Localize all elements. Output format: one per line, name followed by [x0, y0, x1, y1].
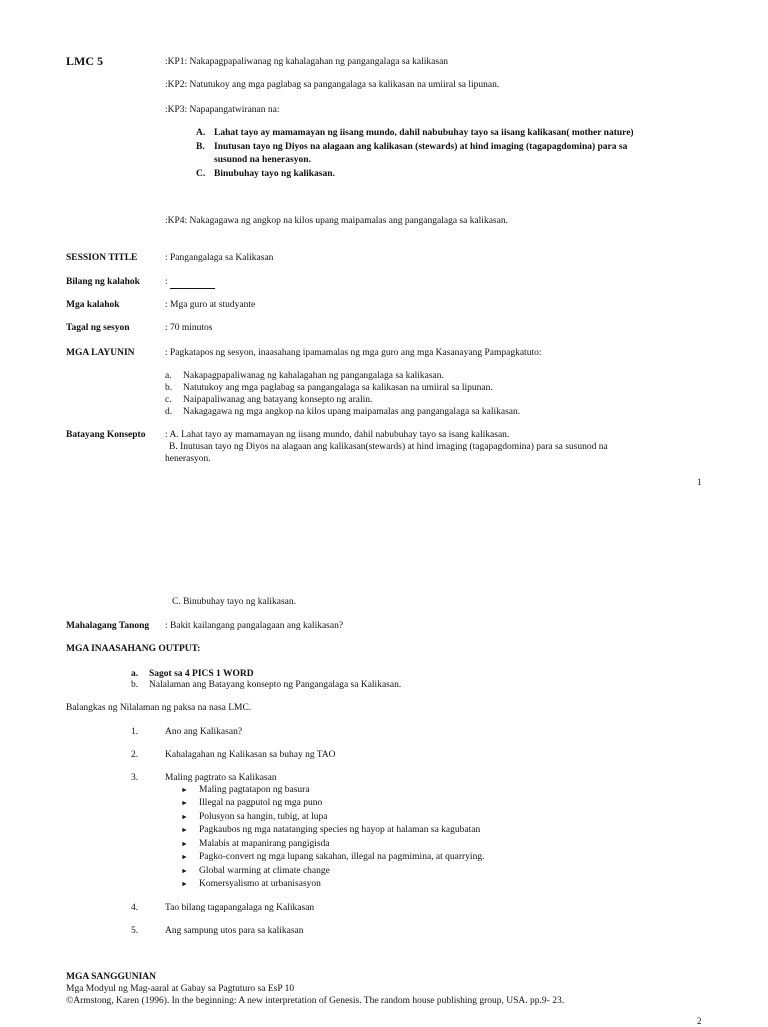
layunin-item-d: d. Nakagagawa ng mga angkop na kilos upang maipamalas ang pangangalaga sa kalikasan.: [165, 407, 521, 417]
outline-item-3: 3. Maling pagtrato sa Kalikasan: [131, 773, 277, 783]
layunin-item-a: a. Nakapagpapaliwanag ng kahalagahan ng pangangalaga sa kalikasan.: [165, 371, 444, 381]
sanggunian-line2: ©Armstong, Karen (1996). In the beginning: A new interpretation of Genesis. The random house publishing group, USA. pp.9- 23.: [66, 996, 565, 1006]
bilang-label: Bilang ng kalahok: [66, 277, 140, 287]
kalahok-label: Mga kalahok: [66, 300, 120, 310]
batayang-line2: B. Inutusan tayo ng Diyos na alagaan ang kalikasan(stewards) at hind imaging (tagapagdomina) para sa susunod na: [169, 442, 608, 452]
kp3-item-b: B. Inutusan tayo ng Diyos na alagaan ang kalikasan (stewards) at hind imaging (tagapagdomina) para sa: [196, 142, 628, 152]
kp3-item-a: A. Lahat tayo ay mamamayan ng iisang mundo, dahil nabubuhay tayo sa iisang kalikasan( mother nature): [196, 128, 634, 138]
bullet-item: ► Pagkaubos ng mga natatanging species ng hayop at halaman sa kagubatan: [181, 825, 481, 835]
bullet-item: ► Illegal na pagputol ng mga puno: [181, 798, 323, 808]
layunin-value: : Pagkatapos ng sesyon, inaasahang ipamamalas ng mga guro ang mga Kasanayang Pampagkatuto:: [165, 348, 542, 358]
arrow-bullet-icon: ►: [181, 799, 188, 807]
kp4: :KP4: Nakagagawa ng angkop na kilos upang maipamalas ang pangangalaga sa kalikasan.: [165, 216, 508, 226]
kalahok-value: : Mga guro at studyante: [165, 300, 256, 310]
arrow-bullet-icon: ►: [181, 867, 188, 875]
balangkas-heading: Balangkas ng Nilalaman ng paksa na nasa LMC.: [66, 703, 252, 713]
kp3: :KP3: Napapangatwiranan na:: [165, 105, 280, 115]
page-number-1: 1: [697, 477, 702, 487]
arrow-bullet-icon: ►: [181, 840, 188, 848]
session-title-label: SESSION TITLE: [66, 253, 138, 263]
tanong-label: Mahalagang Tanong: [66, 621, 150, 631]
batayang-line1: : A. Lahat tayo ay mamamayan ng iisang mundo, dahil nabubuhay tayo sa isang kalikasan.: [165, 430, 510, 440]
bullet-item: ► Polusyon sa hangin, tubig, at lupa: [181, 812, 328, 822]
outline-item-5: 5. Ang sampung utos para sa kalikasan: [131, 926, 304, 936]
kp2: :KP2: Natutukoy ang mga paglabag sa pangangalaga sa kalikasan na umiiral sa lipunan.: [165, 80, 500, 90]
tagal-label: Tagal ng sesyon: [66, 323, 130, 333]
arrow-bullet-icon: ►: [181, 826, 188, 834]
layunin-item-c: c. Naipapaliwanag ang batayang konsepto ng aralin.: [165, 395, 373, 405]
batayang-label: Batayang Konsepto: [66, 430, 146, 440]
arrow-bullet-icon: ►: [181, 813, 188, 821]
output-item-b: b. Nalalaman ang Batayang konsepto ng Pangangalaga sa Kalikasan.: [131, 680, 402, 690]
bullet-item: ► Maling pagtatapon ng basura: [181, 785, 310, 795]
layunin-item-b: b. Natutukoy ang mga paglabag sa pangangalaga sa kalikasan na umiiral sa lipunan.: [165, 383, 493, 393]
layunin-label: MGA LAYUNIN: [66, 348, 135, 358]
arrow-bullet-icon: ►: [181, 853, 188, 861]
outline-item-2: 2. Kahalagahan ng Kalikasan sa buhay ng TAO: [131, 750, 336, 760]
kp1: :KP1: Nakapagpapaliwanag ng kahalagahan ng pangangalaga sa kalikasan: [165, 57, 449, 67]
bullet-item: ► Pagko-convert ng mga lupang sakahan, illegal na pagmimina, at quarrying.: [181, 852, 485, 862]
output-label: MGA INAASAHANG OUTPUT:: [66, 644, 201, 654]
bullet-item: ► Global warming at climate change: [181, 866, 330, 876]
sanggunian-line1: Mga Modyul ng Mag-aaral at Gabay sa Pagtuturo sa EsP 10: [66, 984, 295, 994]
batayang-c: C. Binubuhay tayo ng kalikasan.: [172, 597, 297, 607]
output-item-a: a. Sagot sa 4 PICS 1 WORD: [131, 669, 254, 679]
kp3-item-b-cont: susunod na henerasyon.: [214, 155, 311, 165]
sanggunian-label: MGA SANGGUNIAN: [66, 972, 156, 982]
kp3-item-c: C. Binubuhay tayo ng kalikasan.: [196, 169, 335, 179]
tagal-value: : 70 minutos: [165, 323, 213, 333]
tanong-value: : Bakit kailangang pangalagaan ang kalikasan?: [165, 621, 344, 631]
outline-item-4: 4. Tao bilang tagapangalaga ng Kalikasan: [131, 903, 315, 913]
bullet-item: ► Malabis at mapanirang pangigisda: [181, 839, 330, 849]
session-title-value: : Pangangalaga sa Kalikasan: [165, 253, 274, 263]
outline-item-1: 1. Ano ang Kalikasan?: [131, 727, 243, 737]
lmc-heading: LMC 5: [66, 54, 103, 68]
arrow-bullet-icon: ►: [181, 880, 188, 888]
batayang-line3: henerasyon.: [165, 454, 211, 464]
bilang-value: :: [165, 277, 215, 289]
arrow-bullet-icon: ►: [181, 786, 188, 794]
bullet-item: ► Komersyalismo at urbanisasyon: [181, 879, 321, 889]
page-number-2: 2: [697, 1016, 702, 1026]
blank-line: [170, 279, 215, 289]
